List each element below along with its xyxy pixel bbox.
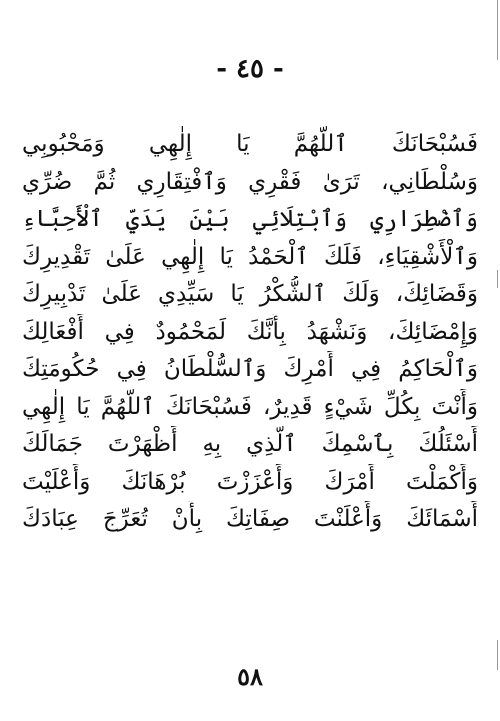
page-number-footer: ٥٨ <box>237 662 263 691</box>
text-line: وَٱلْحَاكِمُ فِي أَمْرِكَ وَٱلسُّلْطَانُ فِي حُكُومَتِكَ <box>22 356 478 382</box>
page-edge-mark <box>497 640 498 670</box>
section-number-header: - ٤٥ - <box>216 54 284 84</box>
text-line: أَسْئَلُكَ بِٱسْمِكَ ٱلَّذِي بِهِ أَظْهَرْتَ جَمَالَكَ <box>22 431 478 457</box>
text-line: وَأَنْتَ بِكُلِّ شَيْءٍ قَدِيرٌ، فَسُبْحَانَكَ ٱللَّهُمَّ يَا إِلٰهِي <box>22 393 478 420</box>
text-line: وَٱلْأَشْقِيَاءِ، فَلَكَ ٱلْحَمْدُ يَا إِلٰهِي عَلَىٰ تَقْدِيرِكَ <box>22 243 478 270</box>
text-line: أَسْمَائَكَ وَأَعْلَنْتَ صِفَاتِكَ بِأَنْ تُعَرِّجَ عِبَادَكَ <box>22 506 478 532</box>
text-line: وَسُلْطَانِي، تَرَىٰ فَقْرِي وَٱفْتِقَارِي ثُمَّ ضُرِّي <box>22 168 478 195</box>
text-line: وَقَضَائِكَ، وَلَكَ ٱلشُّكْرُ يَا سَيِّدِي عَلَىٰ تَدْبِيرِكَ <box>22 281 478 307</box>
prayer-text-block <box>22 126 478 539</box>
text-line: وَأَكْمَلْتَ أَمْرَكَ وَأَعْزَزْتَ بُرْهَانَكَ وَأَعْلَيْتَ <box>22 468 478 495</box>
page-edge-mark <box>497 270 498 288</box>
text-line: وَٱضْطِرَارِي وَٱبْتِلَائِي بَيْنَ يَدَيِّ ٱلْأَحِبَّاءِ <box>22 206 478 232</box>
text-line: فَسُبْحَانَكَ ٱللَّهُمَّ يَا إِلٰهِي وَمَحْبُوبِي <box>22 131 478 157</box>
page-edge-mark <box>497 0 498 60</box>
text-line: وَإِمْضَائِكَ، وَنَشْهَدُ بِأَنَّكَ لَمَحْمُودٌ فِي أَفْعَالِكَ <box>22 318 478 345</box>
